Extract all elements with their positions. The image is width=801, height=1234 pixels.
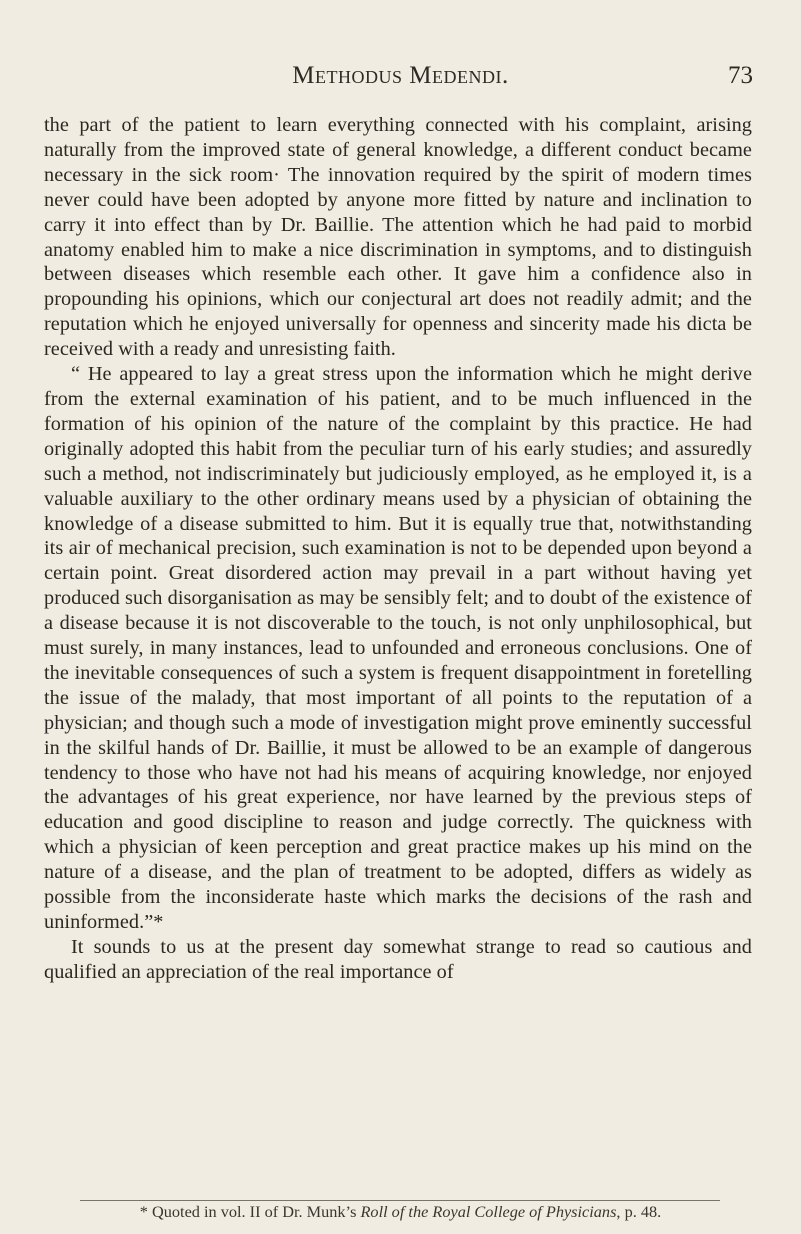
body-text [44,113,752,985]
footnote-suffix: , p. 48. [616,1202,662,1221]
paragraph: the part of the patient to learn everything connected with his complaint, arising naturally from the improved state of general knowledge, a different conduct became necessary in the sick room· The innovation required by the spirit of modern times never could have been adopted by anyone more fitted by nature and inclination to carry it into effect than by Dr. Baillie. The attention which he had paid to morbid anatomy enabled him to make a nice discrimination in symptoms, and to distinguish between diseases which resemble each other. It gave him a confidence also in propounding his opinions, which our conjectural art does not readily admit; and the reputation which he enjoyed universally for openness and sincerity made his dicta be received with a ready and unresisting faith. [44,114,752,361]
footnote-prefix: * Quoted in vol. II of Dr. Munk’s [139,1202,361,1221]
running-title: Methodus Medendi. [292,62,509,89]
footnote-title: Roll of the Royal College of Physicians [360,1202,617,1221]
paragraph: It sounds to us at the present day somewhat strange to read so cautious and qualified an appreciation of the real importance of [44,935,752,983]
paragraph: “ He appeared to lay a great stress upon the information which he might derive from the external examination of his patient, and to be much influenced in the formation of his opinion of the nature of the complaint by this practice. He had originally adopted this habit from the peculiar turn of his early studies; and assuredly such a method, not indiscriminately but judiciously employed, as he employed it, is a valuable auxiliary to the other ordinary means used by a physician of obtaining the knowledge of a disease submitted to him. But it is equally true that, notwithstanding its air of mechanical precision, such examination is not to be depended upon beyond a certain point. Great disordered action may prevail in a part without having yet produced such disorganisation as may be sensibly felt; and to doubt of the existence of a disease because it is not discoverable to the touch, is not only unphilosophical, but must surely, in many instances, lead to unfounded and erroneous conclusions. One of the inevitable consequences of such a system is frequent disappointment in foretelling the issue of the malady, that most important of all points to the reputation of a physician; and though such a mode of investigation might prove eminently successful in the skilful hands of Dr. Baillie, it must be allowed to be an example of dangerous tendency to those who have not had his means of acquiring knowledge, nor enjoyed the advantages of his great experience, nor have learned by the previous steps of education and good discipline to reason and judge correctly. The quickness with which a physician of keen perception and great practice makes up his mind on the nature of a disease, and the plan of treatment to be adopted, differs as widely as possible from the inconsiderate haste which marks the decisions of the rash and uninformed.”* [44,363,752,933]
page-header [0,62,801,92]
footnote-rule [80,1200,720,1201]
footnote [0,1202,801,1222]
page-number: 73 [728,62,753,89]
